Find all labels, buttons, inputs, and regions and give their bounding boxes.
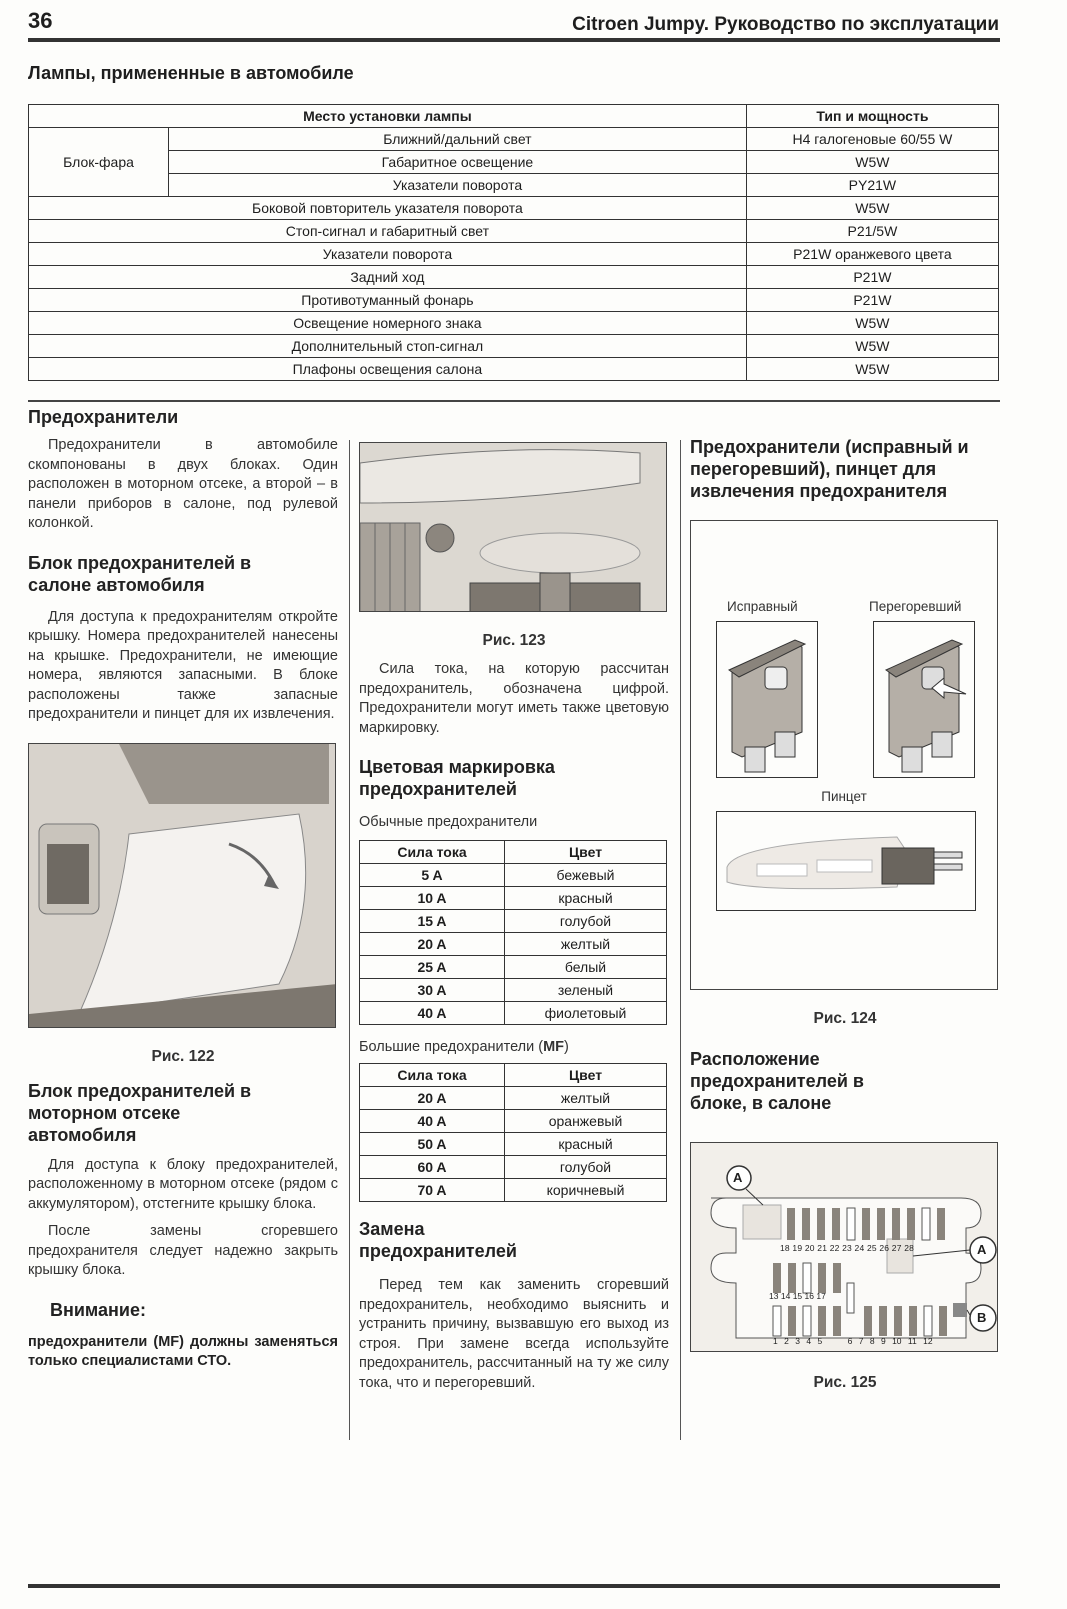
fuse-amp: 5 A [360,864,505,887]
fuse-color: фиолетовый [505,1002,667,1025]
header-color: Цвет [505,841,667,864]
lamp-type: P21W оранжевого цвета [746,243,998,266]
column-3 [690,402,1000,1392]
table-row [29,289,999,312]
good-fuse-icon [717,622,817,777]
large-label-prefix: Большие предохранители ( [359,1039,544,1055]
fuses-heading: Предохранители [28,407,179,427]
column-1 [28,402,338,1372]
blown-fuse-icon [874,622,974,777]
lamp-place: Плафоны освещения салона [29,358,747,381]
table-row [360,910,667,933]
engine-bay-illustration [360,443,667,612]
lamp-type: W5W [746,197,998,220]
figure-124-image [690,520,998,990]
lamp-place: Указатели поворота [169,174,747,197]
bottom-row-labels: 1 2 3 4 5 6 7 8 9 10 11 12 [773,1336,933,1346]
callout-b: B [977,1310,987,1325]
lamp-type: P21W [746,289,998,312]
figure-122-caption: Рис. 122 [151,1047,215,1065]
lamp-place: Ближний/дальний свет [169,128,747,151]
fuse-amp: 10 A [360,887,505,910]
lamp-place: Дополнительный стоп-сигнал [29,335,747,358]
lamp-place: Стоп-сигнал и габаритный свет [29,220,747,243]
lamp-place: Задний ход [29,266,747,289]
large-fuses-label [359,1039,669,1055]
replace-heading: Замена предохранителей [359,1219,517,1261]
lamp-type: P21/5W [746,220,998,243]
table-row [360,1002,667,1025]
engine-block-paragraph-2: После замены сгоревшего предохранителя следует надежно закрыть крышку блока. [28,1223,338,1278]
fuse-amp: 15 A [360,910,505,933]
table-row [360,956,667,979]
glovebox-cover-illustration [29,744,336,1028]
callout-a-right: A [977,1242,987,1257]
warning-heading: Внимание: [50,1299,146,1320]
table-row [29,128,999,151]
column-divider [349,440,350,1440]
fuse-color: зеленый [505,979,667,1002]
lamps-table [28,104,999,381]
current-paragraph: Сила тока, на которую рассчитан предохранитель, обозначена цифрой. Предохранители могут иметь также цветовую маркировку. [359,661,669,736]
large-fuses-table [359,1063,667,1202]
fuse-color: бежевый [505,864,667,887]
fuse-color: желтый [505,933,667,956]
replace-paragraph: Перед тем как заменить сгоревший предохранитель, необходимо выяснить и устранить причину, вызвавшую его выход из строя. При замене всегда используйте предохранитель, рассчитанный на ту же силу тока, что и перегоревший. [359,1277,669,1391]
lamp-type: PY21W [746,174,998,197]
fuse-color: белый [505,956,667,979]
table-row [360,1156,667,1179]
fuse-amp: 50 A [360,1133,505,1156]
table-row [29,220,999,243]
lamp-place: Освещение номерного знака [29,312,747,335]
header-color: Цвет [505,1064,667,1087]
fuse-color: оранжевый [505,1110,667,1133]
table-row [360,979,667,1002]
table-row [360,1087,667,1110]
running-title: Citroen Jumpy. Руководство по эксплуатации [572,14,999,35]
good-fuse-illustration [716,621,818,778]
large-label-mf: MF [543,1039,565,1055]
blown-fuse-label: Перегоревший [869,599,962,614]
table-row [29,335,999,358]
fuse-color: желтый [505,1087,667,1110]
fuse-amp: 60 A [360,1156,505,1179]
table-row [29,312,999,335]
lamp-type: W5W [746,335,998,358]
figure-125-caption: Рис. 125 [813,1374,877,1391]
table-row [29,197,999,220]
fuse-color: красный [505,887,667,910]
regular-fuses-label: Обычные предохранители [359,814,538,830]
layout-heading: Расположение предохранителей в блоке, в салоне [690,1049,864,1113]
lamp-type: P21W [746,266,998,289]
figure-122-image [28,743,336,1028]
middle-row-labels: 13 14 15 16 17 [769,1291,826,1301]
fuse-amp: 25 A [360,956,505,979]
lamp-type: W5W [746,151,998,174]
fuse-color: коричневый [505,1179,667,1202]
table-row [360,1133,667,1156]
fuse-amp: 20 A [360,1087,505,1110]
lamp-type: W5W [746,358,998,381]
header-current: Сила тока [360,841,505,864]
callout-a-top: A [733,1170,743,1185]
warning-text: предохранители (MF) должны заменяться только специалистами СТО. [28,1333,338,1369]
table-row [360,1110,667,1133]
table-row [29,151,999,174]
engine-block-paragraph-1: Для доступа к блоку предохранителей, расположенному в моторном отсеке (рядом с аккумулятором), отстегните крышку блока. [28,1156,338,1212]
header-current: Сила тока [360,1064,505,1087]
lamp-place: Боковой повторитель указателя поворота [29,197,747,220]
table-row [360,864,667,887]
top-row-labels: 18 19 20 21 22 23 24 25 26 27 28 [780,1243,915,1253]
figure-125-fuse-box-diagram [690,1142,998,1352]
table-row [29,174,999,197]
header-rule [28,38,1000,42]
figure-123-caption: Рис. 123 [482,632,546,649]
column-2 [359,402,669,1393]
fuse-amp: 70 A [360,1179,505,1202]
fuse-color: красный [505,1133,667,1156]
lamps-header-place: Место установки лампы [29,105,747,128]
regular-fuses-table [359,840,667,1025]
fuse-color: голубой [505,910,667,933]
lamp-type: H4 галогеновые 60/55 W [746,128,998,151]
fuse-color: голубой [505,1156,667,1179]
lamp-place: Противотуманный фонарь [29,289,747,312]
lamp-place: Указатели поворота [29,243,747,266]
cabin-block-heading: Блок предохранителей в салоне автомобиля [28,552,252,595]
lamps-header-type: Тип и мощность [746,105,998,128]
table-row [360,887,667,910]
fuse-amp: 20 A [360,933,505,956]
tweezers-label: Пинцет [821,789,867,804]
fuse-amp: 40 A [360,1002,505,1025]
table-row [360,1179,667,1202]
lamp-type: W5W [746,312,998,335]
large-label-suffix: ) [564,1039,569,1055]
fuses-paragraph: Предохранители в автомобиле скомпонованы в двух блоках. Один расположен в моторном отсеке, а второй – в панели приборов в салоне, под рулевой колонкой. [28,437,338,531]
tweezers-icon [717,812,975,910]
page-number: 36 [28,8,53,33]
group-label: Блок-фара [29,128,169,197]
footer-rule [28,1584,1000,1588]
blown-fuse-illustration [873,621,975,778]
fuse-amp: 40 A [360,1110,505,1133]
color-coding-heading: Цветовая маркировка предохранителей [359,757,555,799]
lamp-place: Габаритное освещение [169,151,747,174]
fuse-amp: 30 A [360,979,505,1002]
table-row [360,933,667,956]
table-row [29,243,999,266]
table-row [29,358,999,381]
good-fuse-label: Исправный [727,599,798,614]
cabin-block-paragraph: Для доступа к предохранителям откройте крышку. Номера предохранителей нанесены на крышке. Предохранители, не имеющие номера, являются запасными. В блоке расположены также запасные предохранители и пинцет для их извлечения. [28,608,338,722]
column-divider [680,440,681,1440]
figure-124-caption: Рис. 124 [813,1010,877,1027]
table-row [29,266,999,289]
tweezers-illustration [716,811,976,911]
fuse-types-heading: Предохранители (исправный и перегоревший), пинцет для извлечения предохранителя [690,437,969,501]
engine-block-heading: Блок предохранителей в моторном отсеке автомобиля [28,1080,252,1145]
lamps-section-title: Лампы, примененные в автомобиле [28,63,354,83]
figure-123-image [359,442,667,612]
